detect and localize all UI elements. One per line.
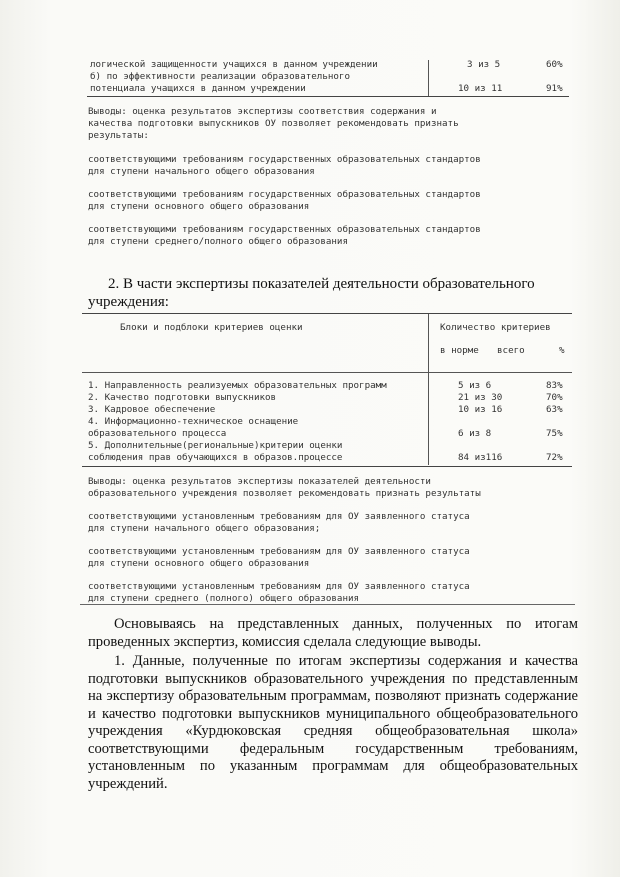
table-subheader-percent: % <box>559 345 565 356</box>
criteria-row-1-value: 3 из 5 <box>467 59 501 70</box>
table-header-count: Количество критериев <box>440 322 551 333</box>
conclusion-2-item-1-b: для ступени начального общего образования; <box>88 523 321 534</box>
criteria-row-2-label-a: б) по эффективности реализации образовательного <box>90 71 350 82</box>
table-column-divider <box>428 314 429 465</box>
table-row-percent: 70% <box>546 392 563 403</box>
table-row-label: образовательного процесса <box>88 428 227 439</box>
table-row-percent: 72% <box>546 452 563 463</box>
table-row-value: 84 из116 <box>458 452 503 463</box>
conclusion-1-line-3: результаты: <box>88 130 149 141</box>
table-bottom-border <box>87 96 569 97</box>
table-row-label: 2. Качество подготовки выпускников <box>88 392 277 403</box>
conclusion-2-item-2-b: для ступени основного общего образования <box>88 558 310 569</box>
criteria-row-2-value: 10 из 11 <box>458 83 503 94</box>
conclusion-2-item-1-a: соответствующими установленным требованиям для ОУ заявленного статуса <box>88 511 470 522</box>
criteria-row-1-percent: 60% <box>546 59 563 70</box>
section-2-heading <box>88 275 578 311</box>
table-row-percent: 63% <box>546 404 563 415</box>
conclusion-1-item-2-a: соответствующими требованиям государственных образовательных стандартов <box>88 189 481 200</box>
table-subheader-norm: в норме <box>440 345 479 356</box>
table-row-percent: 75% <box>546 428 563 439</box>
table-row-value: 6 из 8 <box>458 428 492 439</box>
final-paragraph-2: 1. Данные, полученные по итогам экспертизы содержания и качества подготовки выпускников образовательного учреждения по представленным на экспертизу образовательным программам, позволяют признать содержание и качество подготовки выпускников муниципального общеобразовательного учреждения «Курдюковская средняя общеобразовательная школа» соответствующими федеральным государственным требованиям, установленным по указанным программам для общеобразовательных учреждений. <box>88 653 578 792</box>
criteria-row-2-label-b: потенциала учащихся в данном учреждении <box>90 83 306 94</box>
conclusion-1-item-1-b: для ступени начального общего образования <box>88 166 315 177</box>
table-row-label: 3. Кадровое обеспечение <box>88 404 216 415</box>
conclusion-1-item-2-b: для ступени основного общего образования <box>88 201 310 212</box>
table-divider <box>428 60 429 96</box>
table-row-percent: 83% <box>546 380 563 391</box>
section-separator <box>80 604 575 605</box>
table-header-blocks: Блоки и подблоки критериев оценки <box>120 322 303 333</box>
conclusion-2-item-3-b: для ступени среднего (полного) общего образования <box>88 593 360 604</box>
conclusion-1-item-1-a: соответствующими требованиям государственных образовательных стандартов <box>88 154 481 165</box>
conclusion-2-line-2: образовательного учреждения позволяет рекомендовать признать результаты <box>88 488 481 499</box>
table-row-value: 21 из 30 <box>458 392 503 403</box>
table-row-value: 5 из 6 <box>458 380 492 391</box>
conclusion-2-item-2-a: соответствующими установленным требованиям для ОУ заявленного статуса <box>88 546 470 557</box>
criteria-row-2-percent: 91% <box>546 83 563 94</box>
table-row-label: 5. Дополнительные(региональные)критерии оценки <box>88 440 343 451</box>
conclusion-1-item-3-a: соответствующими требованиям государственных образовательных стандартов <box>88 224 481 235</box>
table-row-label: соблюдения прав обучающихся в образов.процессе <box>88 452 343 463</box>
table-row-value: 10 из 16 <box>458 404 503 415</box>
section-2-heading-line-1: 2. В части экспертизы показателей деятельности образовательного <box>108 276 535 292</box>
conclusion-1-item-3-b: для ступени среднего/полного общего образования <box>88 236 348 247</box>
conclusion-1-line-1: Выводы: оценка результатов экспертизы соответствия содержания и <box>88 106 437 117</box>
table-row-label: 1. Направленность реализуемых образовательных программ <box>88 380 387 391</box>
table-subheader-total: всего <box>497 345 525 356</box>
conclusion-1-line-2: качества подготовки выпускников ОУ позволяет рекомендовать признать <box>88 118 459 129</box>
section-2-heading-line-2: учреждения: <box>88 294 169 310</box>
table-header-separator <box>82 372 572 373</box>
final-paragraph-1: Основываясь на представленных данных, полученных по итогам проведенных экспертиз, комиссия сделала следующие выводы. <box>88 616 578 650</box>
conclusion-2-line-1: Выводы: оценка результатов экспертизы показателей деятельности <box>88 476 431 487</box>
criteria-row-1-label: логической защищенности учащихся в данном учреждении <box>90 59 378 70</box>
table-row-label: 4. Информационно-техническое оснащение <box>88 416 299 427</box>
conclusion-2-item-3-a: соответствующими установленным требованиям для ОУ заявленного статуса <box>88 581 470 592</box>
